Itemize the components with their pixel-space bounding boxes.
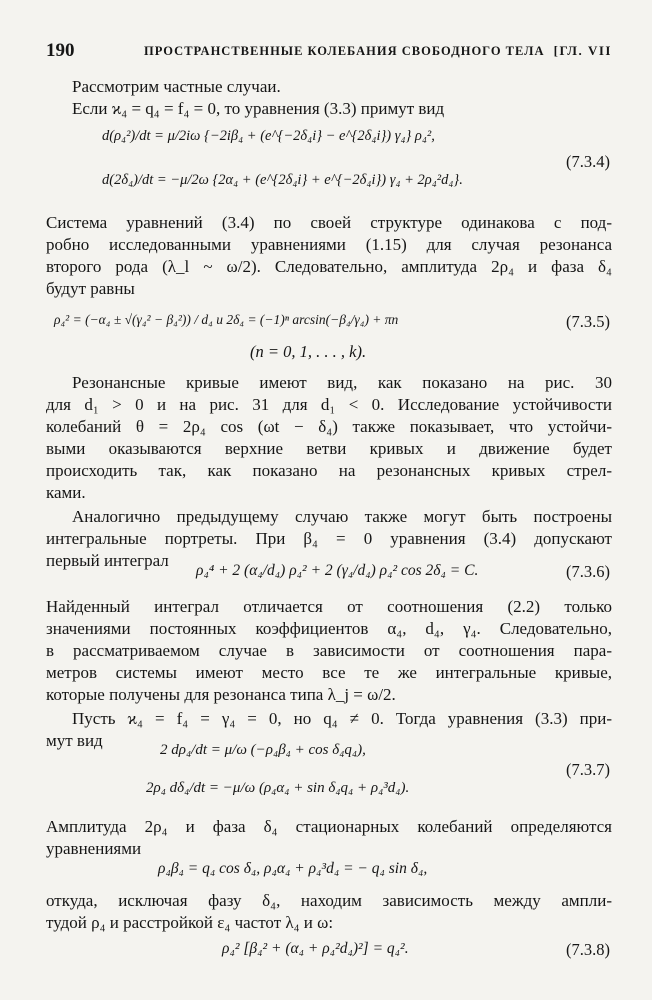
equation-number: (7.3.8) [566,940,610,959]
text-line: Рассмотрим частные случаи. [72,77,281,96]
equation-7-3-8: ρ₄² [β₄² + (α₄ + ρ₄²d₄)²] = q₄². [222,940,409,957]
equation-7-3-4-b: d(2δ₄)/dt = −μ/2ω {2α₄ + (e^{2δ₄i} + e^{−2δ₄i}) γ₄ + 2ρ₄²d₄}. [102,172,463,188]
text-line: робно исследованными уравнениями (1.15) для случая резонанса [46,235,612,254]
equation-condition: (n = 0, 1, . . . , k). [250,342,367,361]
equation-7-3-4-a: d(ρ₄²)/dt = μ/2iω {−2iβ₄ + (e^{−2δ₄i} − e^{2δ₄i}) γ₄} ρ₄², [102,128,435,144]
equation-number: (7.3.7) [566,760,610,779]
text-line: ками. [46,483,86,502]
equation-number: (7.3.6) [566,562,610,581]
text-line: мут вид [46,731,103,750]
text-line: в рассматриваемом случае в зависимости от соотношения пара- [46,641,612,660]
page-number: 190 [46,40,75,61]
text-line: будут равны [46,279,135,298]
equation-7-3-7-b: 2ρ₄ dδ₄/dt = −μ/ω (ρ₄α₄ + sin δ₄q₄ + ρ₄³d₄). [146,780,410,796]
text-line: Аналогично предыдущему случаю также могут быть построены [72,507,612,526]
equation-number: (7.3.4) [566,152,610,171]
text-line: происходить так, как показано на резонансных кривых стрел- [46,461,612,480]
text-line: колебаний θ = 2ρ₄ cos (ωt − δ₄) также показывает, что устойчи- [46,417,612,436]
equation-7-3-6: ρ₄⁴ + 2 (α₄/d₄) ρ₄² + 2 (γ₄/d₄) ρ₄² cos 2δ₄ = C. [196,562,479,579]
running-title: ПРОСТРАНСТВЕННЫЕ КОЛЕБАНИЯ СВОБОДНОГО ТЕЛА [144,44,545,58]
equation-7-3-7-a: 2 dρ₄/dt = μ/ω (−ρ₄β₄ + cos δ₄q₄), [160,742,366,758]
equation-number: (7.3.5) [566,312,610,331]
chapter-label: [ГЛ. VII [553,43,612,58]
text-line: которые получены для резонанса типа λ_j = ω/2. [46,685,396,704]
text-line: выми оказываются верхние ветви кривых и движение будет [46,439,612,458]
text-line: Пусть ϰ₄ = f₄ = γ₄ = 0, но q₄ ≠ 0. Тогда уравнения (3.3) при- [72,709,612,728]
page-header [46,40,612,64]
text-line: Найденный интеграл отличается от соотношения (2.2) только [46,597,612,616]
text-line: первый интеграл [46,551,169,570]
text-line: интегральные портреты. При β₄ = 0 уравнения (3.4) допускают [46,529,612,548]
text-line: второго рода (λ_l ~ ω/2). Следовательно, амплитуда 2ρ₄ и фаза δ₄ [46,257,612,276]
text-line: для d₁ > 0 и на рис. 31 для d₁ < 0. Исследование устойчивости [46,395,612,414]
text-line: Если ϰ₄ = q₄ = f₄ = 0, то уравнения (3.3) примут вид [72,99,445,118]
equation-7-3-5: ρ₄² = (−α₄ ± √(γ₄² − β₄²)) / d₄ и 2δ₄ = (−1)ⁿ arcsin(−β₄/γ₄) + πn [54,312,399,327]
equation-stationary: ρ₄β₄ = q₄ cos δ₄, ρ₄α₄ + ρ₄³d₄ = − q₄ sin δ₄, [158,860,428,877]
text-line: Резонансные кривые имеют вид, как показано на рис. 30 [72,373,612,392]
text-line: уравнениями [46,839,142,858]
text-line: значениями постоянных коэффициентов α₄, d₄, γ₄. Следовательно, [46,619,612,638]
text-line: откуда, исключая фазу δ₄, находим зависимость между ампли- [46,891,612,910]
text-line: Система уравнений (3.4) по своей структуре одинакова с под- [46,213,612,232]
text-line: тудой ρ₄ и расстройкой ε₄ частот λ₄ и ω: [46,913,334,932]
text-line: Амплитуда 2ρ₄ и фаза δ₄ стационарных колебаний определяются [46,817,612,836]
text-line: метров системы имеют место все те же интегральные кривые, [46,663,612,682]
